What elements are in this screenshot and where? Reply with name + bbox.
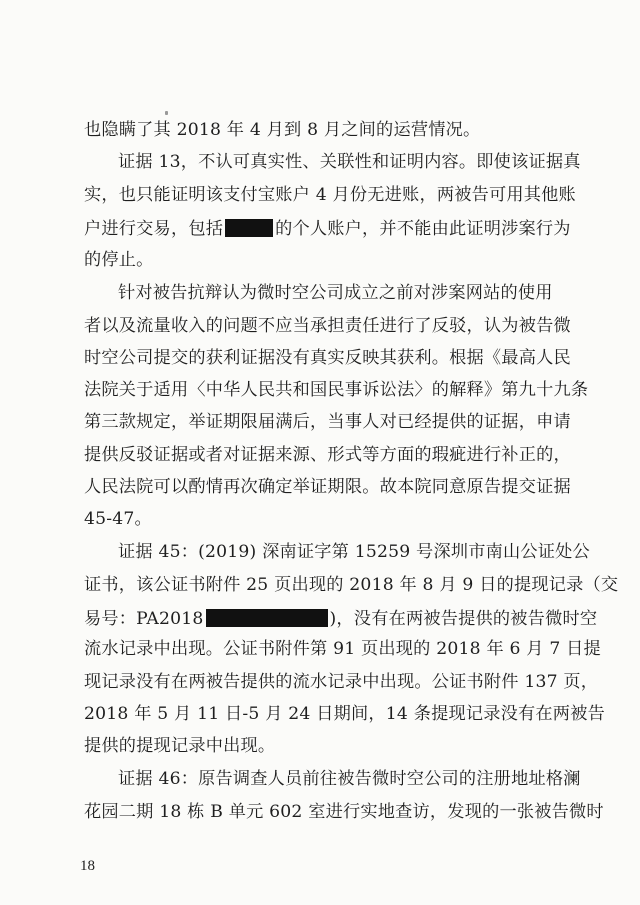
text-line: 法院关于适用〈中华人民共和国民事诉讼法〉的解释》第九十九条 xyxy=(84,380,589,400)
text-line: 证据 45：(2019) 深南证字第 15259 号深圳市南山公证处公 xyxy=(118,542,590,562)
redaction-block xyxy=(225,219,273,237)
text-line: 提供的提现记录中出现。 xyxy=(84,736,276,756)
text-line: 提供反驳证据或者对证据来源、形式等方面的瑕疵进行补正的， xyxy=(84,445,571,465)
text-line: 时空公司提交的获利证据没有真实反映其获利。根据《最高人民 xyxy=(84,348,571,368)
scan-speck xyxy=(165,111,168,115)
text-line: 现记录没有在两被告提供的流水记录中出现。公证书附件 137 页， xyxy=(84,672,599,692)
text-line: 实，也只能证明该支付宝账户 4 月份无进账，两被告可用其他账 xyxy=(84,185,576,205)
text-line: 流水记录中出现。公证书附件第 91 页出现的 2018 年 6 月 7 日提 xyxy=(84,639,601,659)
text-line: 也隐瞒了其 2018 年 4 月到 8 月之间的运营情况。 xyxy=(84,120,481,140)
redaction-block xyxy=(206,609,328,627)
text-line: 证书，该公证书附件 25 页出现的 2018 年 8 月 9 日的提现记录（交 xyxy=(84,575,619,595)
text-line: 人民法院可以酌情再次确定举证期限。故本院同意原告提交证据 xyxy=(84,477,571,497)
text-line: 2018 年 5 月 11 日-5 月 24 日期间，14 条提现记录没有在两被告 xyxy=(84,704,605,724)
text-line: 花园二期 18 栋 B 单元 602 室进行实地查访，发现的一张被告微时 xyxy=(84,802,604,822)
text-line: 证据 46：原告调查人员前往被告微时空公司的注册地址格澜 xyxy=(118,769,581,789)
text-segment: 户进行交易，包括 xyxy=(84,219,224,239)
text-line: 者以及流量收入的问题不应当承担责任进行了反驳，认为被告微 xyxy=(84,316,571,336)
page-number: 18 xyxy=(80,858,95,874)
text-segment: 的个人账户，并不能由此证明涉案行为 xyxy=(275,219,571,239)
text-line: 针对被告抗辩认为微时空公司成立之前对涉案网站的使用 xyxy=(118,283,553,303)
text-line: 第三款规定，举证期限届满后，当事人对已经提供的证据，申请 xyxy=(84,412,571,432)
text-line: 的停止。 xyxy=(84,250,154,270)
text-line: 证据 13，不认可真实性、关联性和证明内容。即使该证据真 xyxy=(118,152,581,172)
text-segment: 易号：PA2018 xyxy=(84,609,204,629)
text-line-with-redaction xyxy=(84,609,598,629)
text-line: 45-47。 xyxy=(84,509,152,529)
text-segment: )，没有在两被告提供的被告微时空 xyxy=(329,609,598,629)
text-line-with-redaction xyxy=(84,219,571,239)
